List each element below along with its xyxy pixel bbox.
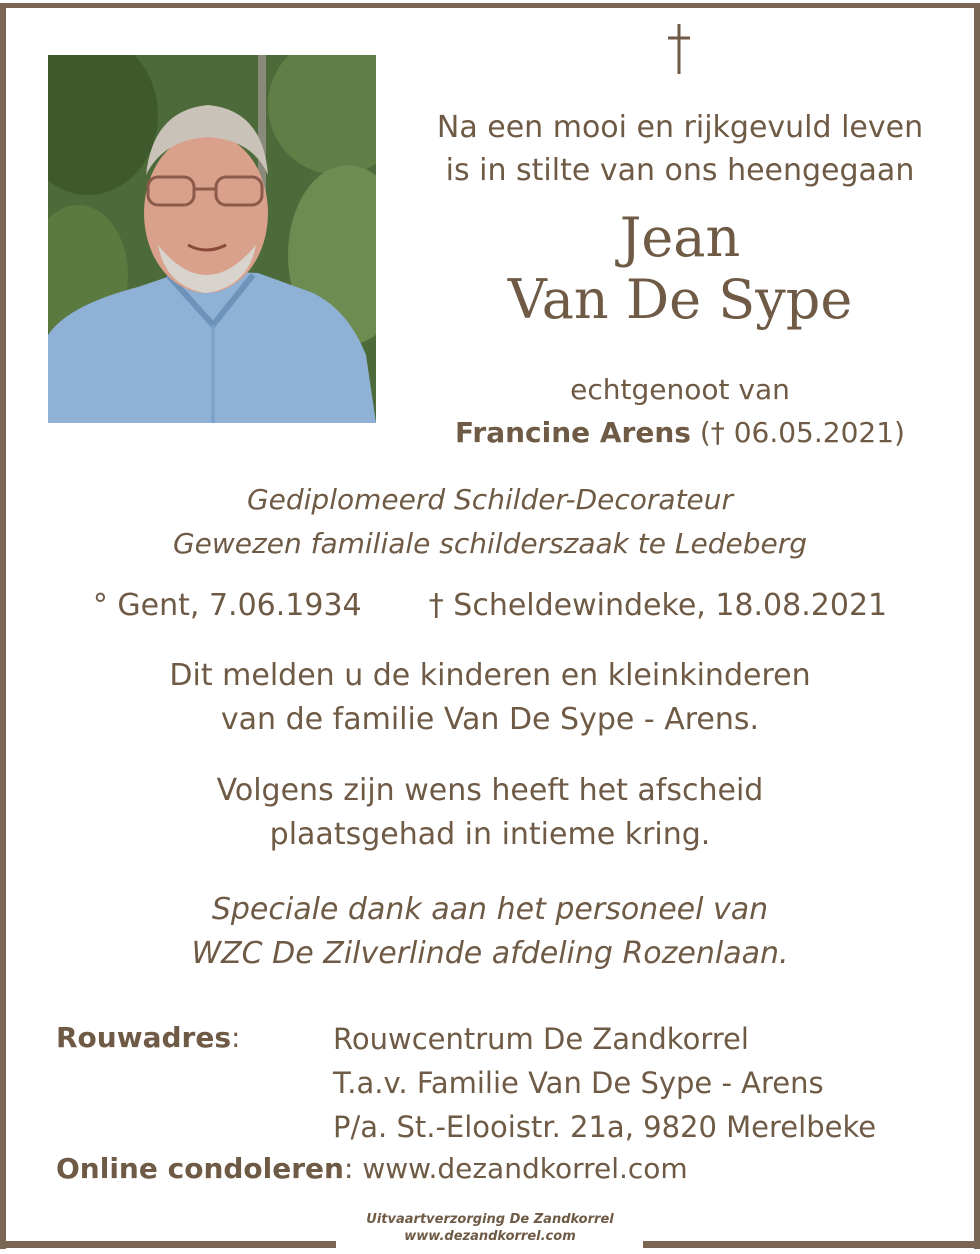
profession-line-2: Gewezen familiale schilderszaak te Ledeberg <box>172 527 808 560</box>
intro-line-2: is in stilte van ons heengegaan <box>445 153 915 188</box>
wish-line-1: Volgens zijn wens heeft het afscheid <box>216 773 764 808</box>
thanks-line-2: WZC De Zilverlinde afdeling Rozenlaan. <box>191 936 789 971</box>
online-separator: : <box>343 1152 354 1185</box>
footer-url[interactable]: www.dezandkorrel.com <box>404 1229 576 1244</box>
deceased-first-name: Jean <box>619 206 741 269</box>
announcement-line-1: Dit melden u de kinderen en kleinkinderen <box>169 658 811 693</box>
spouse-name: Francine Arens <box>455 416 691 449</box>
online-label: Online condoleren <box>56 1152 344 1185</box>
online-url[interactable]: www.dezandkorrel.com <box>362 1152 688 1185</box>
intro-line-1: Na een mooi en rijkgevuld leven <box>436 110 924 145</box>
life-dates <box>0 586 980 626</box>
address-label-colon: : <box>231 1021 241 1054</box>
frame-top-border <box>6 3 974 8</box>
spouse-death-date: († 06.05.2021) <box>699 416 905 449</box>
address-label-text: Rouwadres <box>56 1021 231 1054</box>
birth-date: ° Gent, 7.06.1934 <box>92 588 362 623</box>
address-line-2: T.a.v. Familie Van De Sype - Arens <box>333 1066 824 1100</box>
cross-icon <box>664 22 694 78</box>
address-label <box>56 1017 240 1059</box>
address-line-3: P/a. St.-Elooistr. 21a, 9820 Merelbeke <box>333 1110 877 1144</box>
special-thanks <box>0 888 980 976</box>
intro-text <box>420 106 940 192</box>
deceased-last-name: Van De Sype <box>507 268 853 331</box>
profession-line-1: Gediplomeerd Schilder-Decorateur <box>246 483 734 516</box>
online-condolence <box>56 1148 688 1190</box>
frame-right-border <box>974 3 980 1249</box>
farewell-wish <box>0 769 980 857</box>
death-date: † Scheldewindeke, 18.08.2021 <box>428 588 888 623</box>
profession <box>0 478 980 566</box>
announcement <box>0 654 980 742</box>
footer-company: Uitvaartverzorging De Zandkorrel <box>366 1212 614 1227</box>
footer <box>0 1211 980 1245</box>
thanks-line-1: Speciale dank aan het personeel van <box>211 892 769 927</box>
frame-left-border <box>0 3 6 1249</box>
address-line-1: Rouwcentrum De Zandkorrel <box>333 1022 749 1056</box>
spouse-line <box>380 413 980 453</box>
portrait-photo <box>48 55 376 423</box>
announcement-line-2: van de familie Van De Sype - Arens. <box>220 702 760 737</box>
mourning-address <box>333 1017 876 1149</box>
wish-line-2: plaatsgehad in intieme kring. <box>269 817 711 852</box>
spouse-label: echtgenoot van <box>570 373 790 406</box>
